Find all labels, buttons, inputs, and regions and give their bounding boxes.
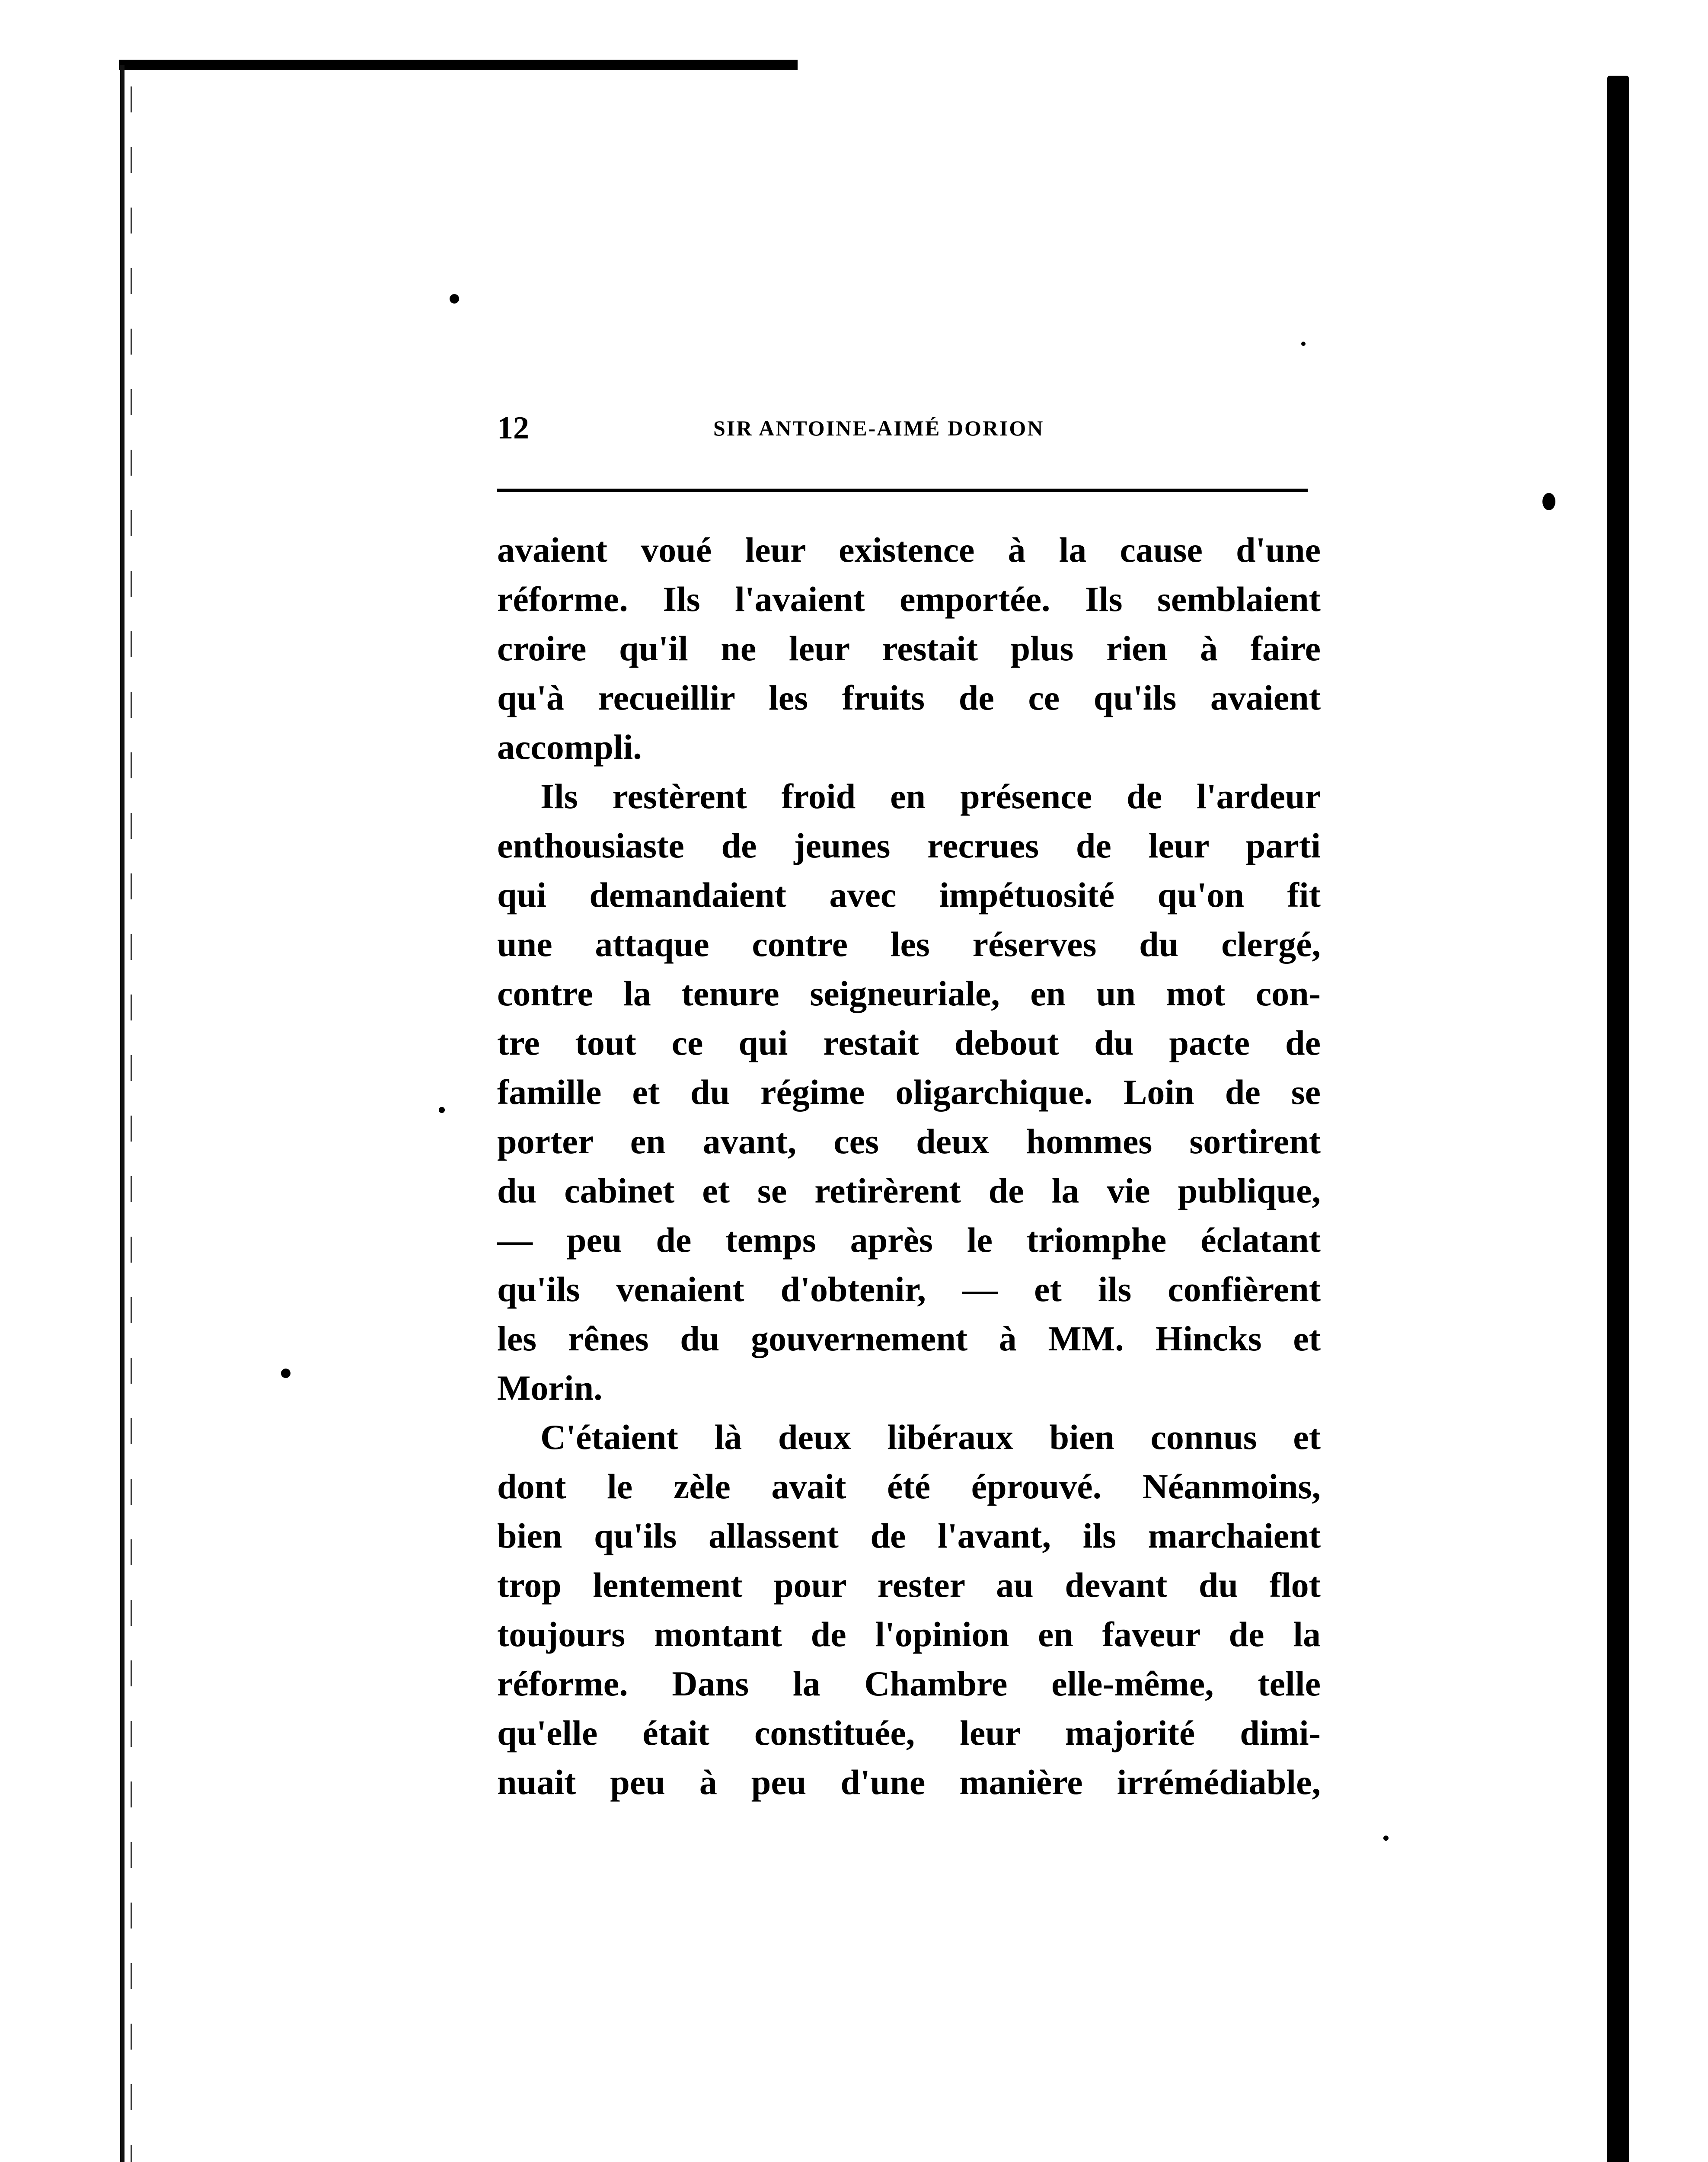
scan-speck: [1301, 342, 1306, 346]
text-line: les rênes du gouvernement à MM. Hincks et: [497, 1319, 1321, 1358]
text-line: une attaque contre les réserves du clergé,: [497, 924, 1321, 964]
text-line: qu'à recueillir les fruits de ce qu'ils avaient: [497, 678, 1321, 717]
text-line: croire qu'il ne leur restait plus rien à faire: [497, 629, 1321, 668]
text-line: — peu de temps après le triomphe éclatant: [497, 1220, 1321, 1260]
text-line: avaient voué leur existence à la cause d'une: [497, 530, 1321, 569]
text-line: dont le zèle avait été éprouvé. Néanmoins,: [497, 1467, 1321, 1506]
scan-edge-left-inner: [131, 86, 132, 2162]
text-line: Ils restèrent froid en présence de l'ardeur: [540, 777, 1321, 816]
scan-edge-left: [120, 65, 125, 2162]
scan-speck: [1542, 493, 1555, 510]
text-line: famille et du régime oligarchique. Loin de se: [497, 1072, 1321, 1112]
scan-speck: [450, 294, 459, 304]
running-title: SIR ANTOINE-AIMÉ DORION: [713, 416, 1044, 440]
text-line: réforme. Dans la Chambre elle-même, telle: [497, 1664, 1321, 1703]
text-line: bien qu'ils allassent de l'avant, ils marchaient: [497, 1516, 1321, 1555]
text-line: enthousiaste de jeunes recrues de leur parti: [497, 826, 1321, 865]
text-line: nuait peu à peu d'une manière irrémédiable,: [497, 1762, 1321, 1802]
scan-speck: [1383, 1836, 1389, 1841]
scan-speck: [439, 1107, 445, 1113]
text-line: qu'elle était constituée, leur majorité dimi-: [497, 1713, 1321, 1753]
text-line: porter en avant, ces deux hommes sortirent: [497, 1122, 1321, 1161]
header-rule: [497, 489, 1308, 492]
text-line: réforme. Ils l'avaient emportée. Ils semblaient: [497, 579, 1321, 619]
text-line: toujours montant de l'opinion en faveur de la: [497, 1615, 1321, 1654]
page-number: 12: [497, 410, 529, 446]
text-line: du cabinet et se retirèrent de la vie publique,: [497, 1171, 1321, 1210]
body-text: [497, 525, 1321, 1807]
scan-edge-top: [119, 60, 798, 70]
text-line: qui demandaient avec impétuosité qu'on fit: [497, 875, 1321, 915]
text-line: Morin.: [497, 1368, 603, 1407]
text-line: accompli.: [497, 727, 642, 767]
running-head: [497, 409, 1308, 448]
scan-speck: [281, 1369, 291, 1378]
text-line: qu'ils venaient d'obtenir, — et ils confièrent: [497, 1270, 1321, 1309]
text-line: contre la tenure seigneuriale, en un mot con-: [497, 974, 1321, 1013]
scan-edge-right: [1607, 76, 1629, 2162]
text-line: tre tout ce qui restait debout du pacte de: [497, 1023, 1321, 1062]
text-line: trop lentement pour rester au devant du flot: [497, 1565, 1321, 1605]
text-line: C'étaient là deux libéraux bien connus et: [540, 1417, 1321, 1457]
